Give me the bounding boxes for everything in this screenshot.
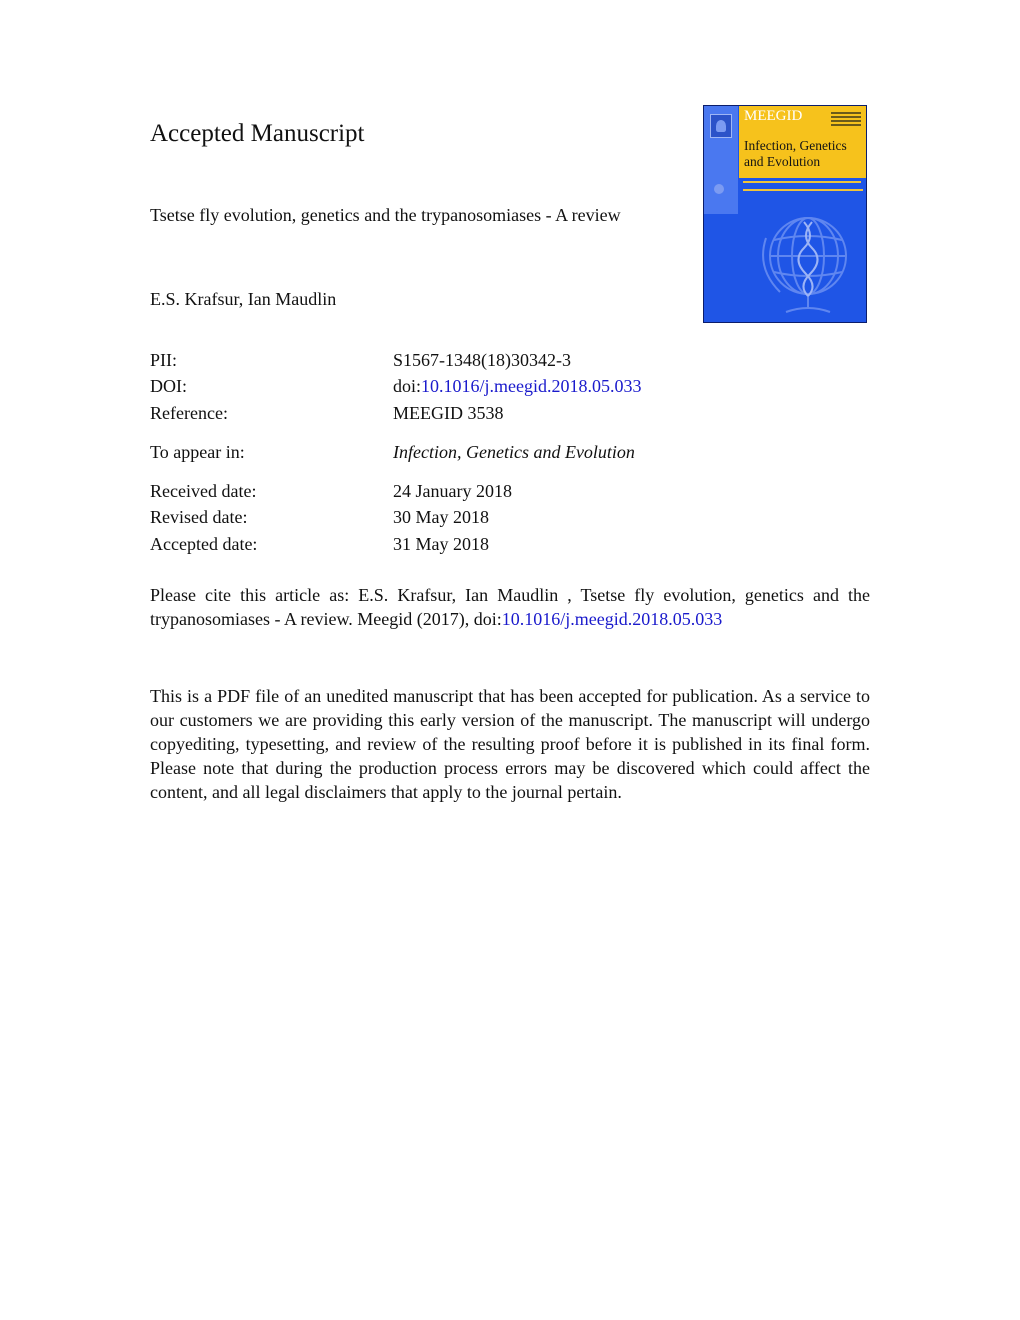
- cover-subtitle-lines: [743, 181, 865, 197]
- revised-value: 30 May 2018: [393, 507, 489, 527]
- meta-row-pii: [150, 348, 870, 372]
- doi-value: [393, 374, 642, 398]
- journal-cover: [703, 105, 867, 323]
- meta-row-accepted: [150, 532, 870, 556]
- appear-label: To appear in:: [150, 442, 245, 462]
- cover-acronym: MEEGID: [744, 108, 803, 124]
- meta-row-received: [150, 479, 870, 503]
- cover-issue-info: [831, 112, 861, 128]
- pii-value: S1567-1348(18)30342-3: [393, 350, 571, 370]
- received-value: 24 January 2018: [393, 481, 512, 501]
- citation-text: Please cite this article as: E.S. Krafsur, Ian Maudlin , Tsetse fly evolution, genetics and the trypanosomiases - A review. Meegid (2017), doi:: [150, 585, 870, 629]
- cover-side-strip: [704, 106, 738, 214]
- doi-label: DOI:: [150, 376, 187, 396]
- disclaimer-paragraph: This is a PDF file of an unedited manuscript that has been accepted for publication. As a service to our customers we are providing this early version of the manuscript. The manuscript will undergo copyediting, typesetting, and review of the resulting proof before it is published in its final form. Please note that during the production process errors may be discovered which could affect the content, and all legal disclaimers that apply to the journal pertain.: [150, 686, 870, 802]
- cover-journal-title: [744, 138, 847, 170]
- publisher-logo-icon: [710, 114, 732, 138]
- pii-label: PII:: [150, 350, 177, 370]
- doi-prefix: doi:: [393, 376, 422, 396]
- appear-value: Infection, Genetics and Evolution: [393, 442, 635, 462]
- cover-title-panel: [739, 106, 867, 178]
- revised-label: Revised date:: [150, 507, 248, 527]
- meta-row-revised: [150, 505, 870, 529]
- meta-row-doi: [150, 374, 870, 398]
- cover-journal-line1: Infection, Genetics: [744, 138, 847, 153]
- article-title: Tsetse fly evolution, genetics and the trypanosomiases - A review: [150, 205, 621, 225]
- globe-icon: [746, 208, 864, 320]
- accepted-label: Accepted date:: [150, 534, 258, 554]
- citation-doi-link[interactable]: 10.1016/j.meegid.2018.05.033: [501, 609, 723, 629]
- bulb-icon: [714, 184, 724, 194]
- doi-link[interactable]: 10.1016/j.meegid.2018.05.033: [421, 376, 642, 396]
- reference-value: MEEGID 3538: [393, 403, 504, 423]
- received-label: Received date:: [150, 481, 257, 501]
- accepted-value: 31 May 2018: [393, 534, 489, 554]
- authors: E.S. Krafsur, Ian Maudlin: [150, 289, 337, 309]
- page-heading: Accepted Manuscript: [150, 120, 365, 147]
- meta-row-reference: [150, 401, 870, 425]
- citation-paragraph: [150, 583, 870, 631]
- reference-label: Reference:: [150, 403, 228, 423]
- meta-row-appear: [150, 440, 870, 464]
- cover-journal-line2: and Evolution: [744, 154, 821, 169]
